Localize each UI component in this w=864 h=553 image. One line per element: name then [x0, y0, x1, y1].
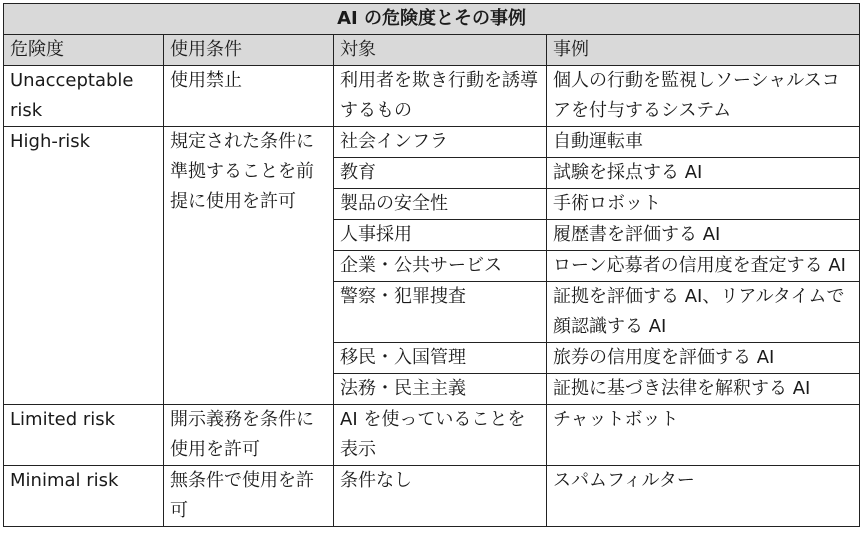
use-condition: 開示義務を条件に使用を許可 — [164, 405, 334, 466]
example: スパムフィルター — [547, 466, 860, 527]
target: 社会インフラ — [334, 127, 547, 158]
header-target: 対象 — [334, 35, 547, 66]
target: 利用者を欺き行動を誘導するもの — [334, 66, 547, 127]
target: 企業・公共サービス — [334, 251, 547, 282]
example: 試験を採点する AI — [547, 158, 860, 189]
target: 製品の安全性 — [334, 189, 547, 220]
target: 人事採用 — [334, 220, 547, 251]
example: 自動運転車 — [547, 127, 860, 158]
example: 証拠を評価する AI、リアルタイムで顔認識する AI — [547, 282, 860, 343]
table-row — [4, 466, 860, 527]
target: AI を使っていることを表示 — [334, 405, 547, 466]
table-row — [4, 405, 860, 466]
example: 証拠に基づき法律を解釈する AI — [547, 374, 860, 405]
target: 警察・犯罪捜査 — [334, 282, 547, 343]
risk-level: Limited risk — [4, 405, 164, 466]
example: 旅券の信用度を評価する AI — [547, 343, 860, 374]
table-title: AI の危険度とその事例 — [4, 4, 860, 35]
use-condition: 規定された条件に準拠することを前提に使用を許可 — [164, 127, 334, 405]
target: 条件なし — [334, 466, 547, 527]
example: ローン応募者の信用度を査定する AI — [547, 251, 860, 282]
use-condition: 無条件で使用を許可 — [164, 466, 334, 527]
example: チャットボット — [547, 405, 860, 466]
table-row — [4, 66, 860, 127]
risk-level: Minimal risk — [4, 466, 164, 527]
target: 教育 — [334, 158, 547, 189]
table-row — [4, 127, 860, 158]
risk-level: High-risk — [4, 127, 164, 405]
header-condition: 使用条件 — [164, 35, 334, 66]
header-risk-level: 危険度 — [4, 35, 164, 66]
target: 法務・民主主義 — [334, 374, 547, 405]
header-row — [4, 35, 860, 66]
risk-level: Unacceptable risk — [4, 66, 164, 127]
example: 個人の行動を監視しソーシャルスコアを付与するシステム — [547, 66, 860, 127]
example: 手術ロボット — [547, 189, 860, 220]
target: 移民・入国管理 — [334, 343, 547, 374]
header-example: 事例 — [547, 35, 860, 66]
risk-table — [3, 3, 860, 527]
example: 履歴書を評価する AI — [547, 220, 860, 251]
use-condition: 使用禁止 — [164, 66, 334, 127]
